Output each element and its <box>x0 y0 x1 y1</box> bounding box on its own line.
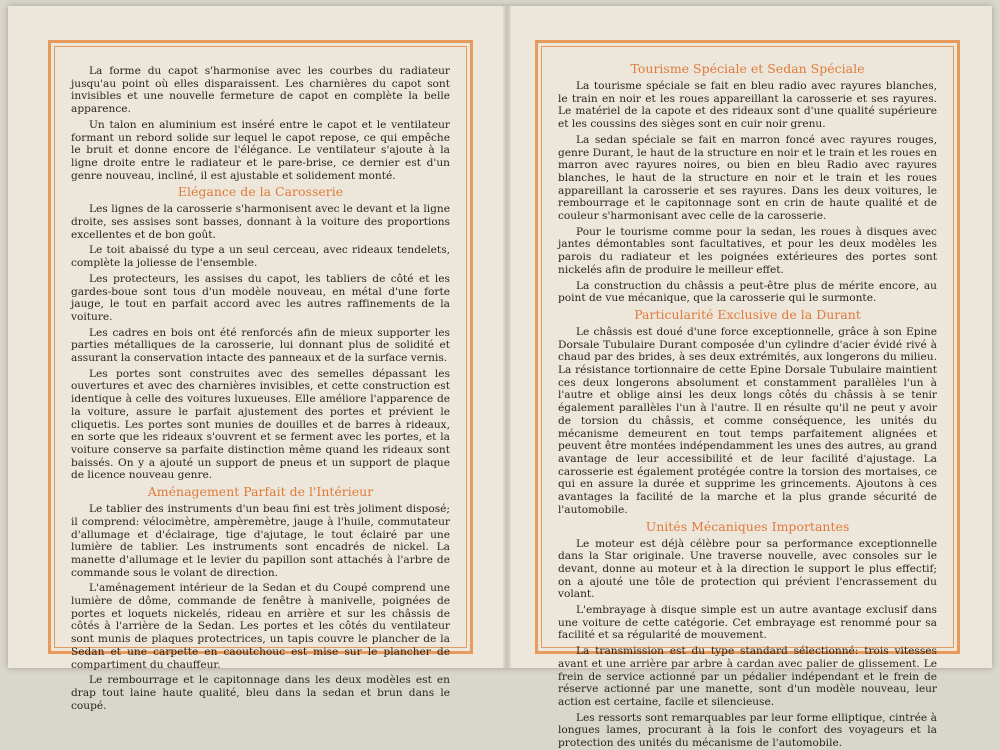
paragraph: Le rembourrage et le capitonnage dans les deux modèles est en drap tout laine haute qualité, bleu dans la sedan et brun dans le coupé. <box>71 674 450 712</box>
center-fold <box>503 6 511 668</box>
paragraph: Les lignes de la carosserie s'harmonisent avec le devant et la ligne droite, ses assises sont basses, donnant à la voiture des proportions excellentes et de bon goût. <box>71 203 450 241</box>
paragraph: Les cadres en bois ont été renforcés afin de mieux supporter les parties métalliques de la carosserie, lui donnant plus de solidité et assurant la conservation intacte des panneaux et de la surface vernis. <box>71 326 450 365</box>
paragraph: Les portes sont construites avec des semelles dépassant les ouvertures et avec des charnières invisibles, et cette construction est identique à celle des voitures luxueuses. Elle améliore l'apparence de la voiture, assure le parfait ajustement des portes et prévient le cliquetis. Les portes sont munies de douilles et de barres à rideaux, en sorte que les rideaux s'ouvrent et se ferment avec les portes, et la voiture conserve sa parfaite distinction même quand les rideaux sont baissés. On y a ajouté un support de pneus et un support de plaque de licence nouveau genre. <box>71 367 450 482</box>
section-heading: Tourisme Spéciale et Sedan Spéciale <box>630 61 865 76</box>
paragraph: L'embrayage à disque simple est un autre avantage exclusif dans une voiture de cette catégorie. Cet embrayage est renommé pour sa facilité et sa régularité de mouvement. <box>558 604 937 642</box>
paragraph: La transmission est du type standard sélectionné: trois vitesses avant et une arrière par arbre à cardan avec palier de glissement. Le frein de service actionné par un pédalier indépendant et le frein de réserve actionné par une manette, sont d'un modèle nouveau, leur action est certaine, facile et silencieuse. <box>558 645 937 708</box>
left-page-frame <box>48 40 473 712</box>
paragraph: Le tablier des instruments d'un beau fini est très joliment disposé; il comprend: vélocimètre, ampèremètre, jauge à l'huile, commutateur d'allumage et d'éclairage, tige d'ajutage, le tout éclairé par une lumière de tablier. Les instruments sont encadrés de nickel. La manette d'allumage et le levier du papillon sont attachés à l'arbre de commande sous le volant de direction. <box>71 503 450 579</box>
left-page-text <box>54 46 467 712</box>
paragraph: Pour le tourisme comme pour la sedan, les roues à disques avec jantes démontables sont facultatives, et pour les deux modèles les parois du radiateur et les poignées extérieures des portes sont nickelés afin de produire le meilleur effet. <box>558 225 937 276</box>
paragraph: La forme du capot s'harmonise avec les courbes du radiateur jusqu'au point où elles disparaissent. Les charnières du capot sont invisibles et une nouvelle fermeture de capot en complète la belle apparence. <box>71 65 450 116</box>
paragraph: Le châssis est doué d'une force exceptionnelle, grâce à son Epine Dorsale Tubulaire Durant composée d'un cylindre d'acier évidé rivé à chaud par des brides, à ses deux extrémités, aux longerons du milieu. La résistance tortionnaire de cette Epine Dorsale Tubulaire maintient ces deux longerons absolument et constamment parallèles l'un à l'autre et oblige ainsi les deux longs côtés du châssis à se tenir également parallèles l'un à l'autre. Il en résulte qu'il ne peut y avoir de torsion du châssis, et comme conséquence, les unités du mécanisme demeurent en tout temps parfaitement alignées et peuvent être montées indépendamment les unes des autres, au grand avantage de leur accessibilité et de leur facilité d'ajustage. La carosserie est également protégée contre la torsion des mortaises, ce qui en assure la durée et supprime les grincements. Ajoutons à ces avantages la facilité de la marche et la plus grande sécurité de l'automobile. <box>558 325 937 516</box>
paragraph: La tourisme spéciale se fait en bleu radio avec rayures blanches, le train en noir et les roues appareillant la carosserie et ses rayures. Le matériel de la capote et des rideaux sont d'une qualité supérieure et les coussins des sièges sont en cuir noir grenu. <box>558 80 937 131</box>
paragraph: Le moteur est déjà célèbre pour sa performance exceptionnelle dans la Star originale. Une traverse nouvelle, avec consoles sur le devant, donne au moteur et à la direction le support le plus effectif; on a ajouté une tôle de protection qui prévient l'encrassement du volant. <box>558 537 937 601</box>
section-heading: Aménagement Parfait de l'Intérieur <box>147 484 374 500</box>
right-page-frame <box>535 40 960 750</box>
paragraph: L'aménagement intérieur de la Sedan et du Coupé comprend une lumière de dôme, commande de fenêtre à manivelle, poignées de portes et loquets nickelés, rideau en arrière et sur les châssis de côtés à l'arrière de la Sedan. Les portes et les côtés du ventilateur sont munis de plaques protectrices, un tapis couvre le plancher de la Sedan et une carpette en caoutchouc est mise sur le plancher de compartiment du chauffeur. <box>71 582 450 671</box>
brochure-spread <box>8 6 992 750</box>
paragraph: Les ressorts sont remarquables par leur forme elliptique, cintrée à longues lames, procurant à la fois le confort des voyageurs et la protection des unités du mécanisme de l'automobile. <box>558 711 937 750</box>
section-heading: Particularité Exclusive de la Durant <box>634 306 861 322</box>
right-page-text <box>541 46 954 750</box>
paragraph: Le toit abaissé du type a un seul cerceau, avec rideaux tendelets, complète la joliesse de l'ensemble. <box>71 244 450 270</box>
paragraph: Les protecteurs, les assises du capot, les tabliers de côté et les gardes-boue sont tous d'un modèle nouveau, en métal d'une forte jauge, le tout en parfait accord avec les autres raffinements de la voiture. <box>71 272 450 323</box>
paragraph: La construction du châssis a peut-être plus de mérite encore, au point de vue mécanique, que la carosserie qui le surmonte. <box>558 279 937 305</box>
section-heading: Unités Mécaniques Importantes <box>645 518 850 534</box>
paragraph: La sedan spéciale se fait en marron foncé avec rayures rouges, genre Durant, le haut de la structure en noir et le train et les roues en marron avec rayures noires, ou bien en bleu Radio avec rayures blanches, le haut de la structure en noir et le train et les roues appareillant la carosserie et ses rayures. Dans les deux voitures, le rembourrage et le capitonnage sont en crin de haute qualité et de couleur s'harmonisant avec celle de la carosserie. <box>558 133 937 223</box>
paragraph: Un talon en aluminium est inséré entre le capot et le ventilateur formant un rebord solide sur lequel le capot repose, ce qui empêche le bruit et donne encore de l'élégance. Le ventilateur s'ajoute à la ligne droite entre le radiateur et le pare-brise, ce dernier est d'un genre nouveau, incliné, il est ajustable et solidement monté. <box>71 118 450 182</box>
section-heading: Elégance de la Carosserie <box>177 184 344 200</box>
